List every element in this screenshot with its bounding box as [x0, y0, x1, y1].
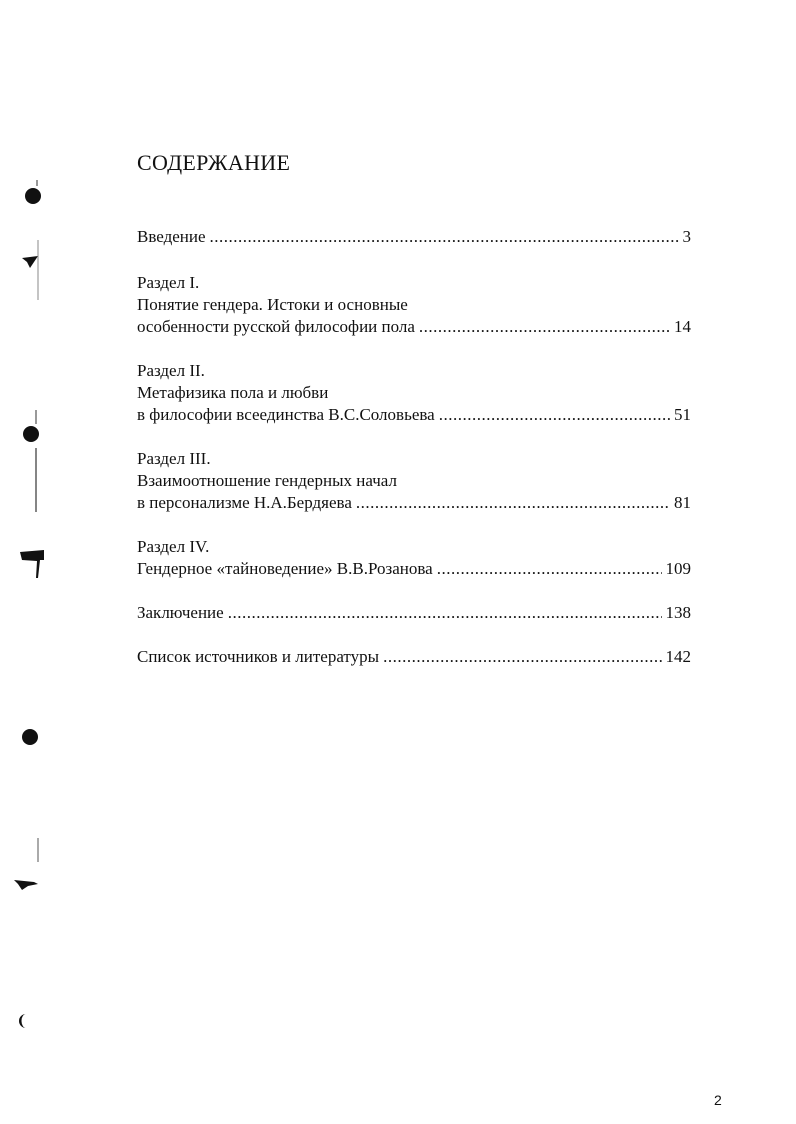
- toc-section-title-line: Понятие гендера. Истоки и основные: [137, 295, 408, 314]
- toc-entry-title: в персонализме Н.А.Бердяева: [137, 493, 352, 512]
- scan-artifact-blot: [20, 550, 44, 578]
- toc-entry-line: [137, 404, 691, 426]
- page-number: 2: [714, 1092, 722, 1108]
- binder-hole-mark: [23, 426, 39, 442]
- table-of-contents: [137, 226, 691, 668]
- toc-page-number: 109: [665, 559, 691, 578]
- binder-hole-mark: [22, 729, 38, 745]
- dot-leader: [210, 226, 679, 248]
- toc-entry-line: [137, 558, 691, 580]
- toc-entry-introduction: [137, 226, 691, 248]
- toc-page-number: 138: [665, 603, 691, 622]
- toc-section-label: Раздел III.: [137, 449, 211, 468]
- dot-leader: [228, 602, 662, 624]
- toc-section-label: Раздел II.: [137, 361, 205, 380]
- toc-entry-line: [137, 602, 691, 624]
- toc-page-number: 51: [674, 405, 691, 424]
- toc-entry-title: особенности русской философии пола: [137, 317, 415, 336]
- toc-entry-conclusion: [137, 602, 691, 624]
- toc-entry-title: Заключение: [137, 603, 224, 622]
- toc-page-number: 14: [674, 317, 691, 336]
- binder-hole-mark: [25, 188, 41, 204]
- toc-section-title-line: Метафизика пола и любви: [137, 383, 329, 402]
- toc-entry-title: Список источников и литературы: [137, 647, 380, 666]
- page-title: СОДЕРЖАНИЕ: [137, 150, 291, 175]
- toc-entry-title: в философии всеединства В.С.Соловьева: [137, 405, 435, 424]
- scan-margin-marks: [0, 0, 60, 1124]
- dot-leader: [419, 316, 670, 338]
- dot-leader: [439, 404, 670, 426]
- toc-page-number: 142: [665, 647, 691, 666]
- dot-leader: [356, 492, 670, 514]
- toc-entry-title: Введение: [137, 227, 206, 246]
- scan-artifact-blot: [19, 1014, 26, 1028]
- toc-section-label: Раздел I.: [137, 273, 200, 292]
- scan-artifact-blot: [22, 256, 38, 268]
- toc-entry-section-3: [137, 448, 691, 514]
- toc-entry-line: [137, 492, 691, 514]
- scan-artifact-blot: [14, 880, 38, 890]
- toc-entry-line: [137, 646, 691, 668]
- toc-entry-section-4: [137, 536, 691, 580]
- toc-entry-line: [137, 226, 691, 248]
- toc-entry-title: Гендерное «тайноведение» В.В.Розанова: [137, 559, 433, 578]
- toc-entry-line: [137, 316, 691, 338]
- dot-leader: [437, 558, 662, 580]
- toc-page-number: 81: [674, 493, 691, 512]
- toc-section-label: Раздел IV.: [137, 537, 210, 556]
- toc-entry-section-1: [137, 272, 691, 338]
- dot-leader: [383, 646, 661, 668]
- toc-section-title-line: Взаимоотношение гендерных начал: [137, 471, 397, 490]
- toc-entry-bibliography: [137, 646, 691, 668]
- toc-entry-section-2: [137, 360, 691, 426]
- toc-page-number: 3: [682, 227, 691, 246]
